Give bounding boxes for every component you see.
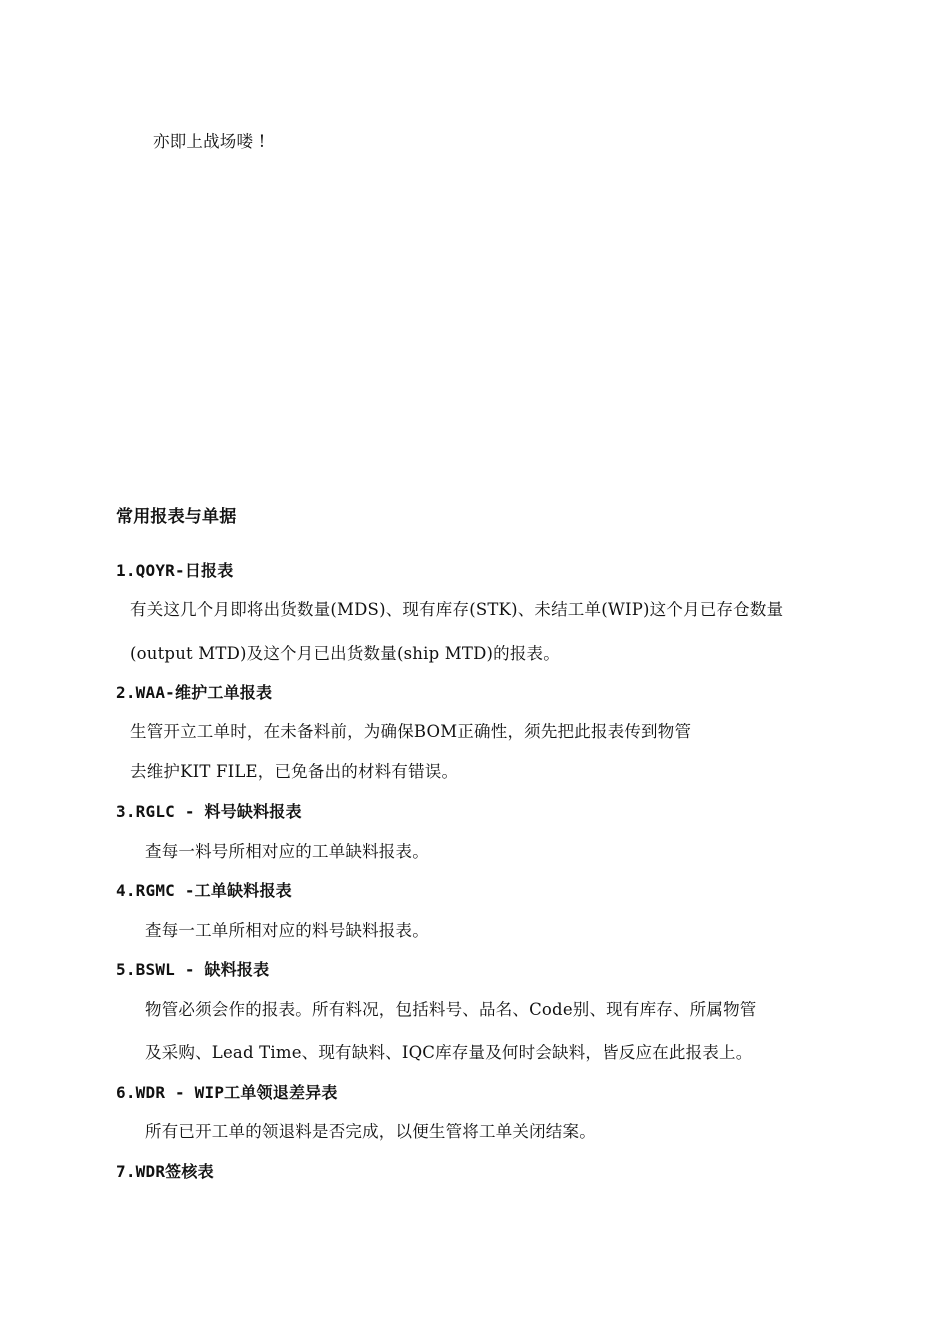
item-1-line-1: 有关这几个月即将出货数量(MDS)、现有库存(STK)、未结工单(WIP)这个月已存仓数量 — [130, 600, 784, 619]
item-heading-1: 1.QOYR-日报表 — [116, 561, 234, 580]
intro-text: 亦即上战场喽 ! — [153, 132, 266, 151]
item-heading-4: 4.RGMC -工单缺料报表 — [116, 881, 292, 900]
item-heading-5: 5.BSWL - 缺料报表 — [116, 960, 270, 979]
item-heading-3: 3.RGLC - 料号缺料报表 — [116, 802, 302, 821]
item-3-line-1: 查每一料号所相对应的工单缺料报表。 — [145, 842, 429, 861]
item-heading-7: 7.WDR签核表 — [116, 1162, 214, 1181]
item-1-line-2: (output MTD)及这个月已出货数量(ship MTD)的报表。 — [130, 644, 560, 663]
item-5-line-1: 物管必须会作的报表。所有料况，包括料号、品名、Code别、现有库存、所属物管 — [145, 1000, 757, 1019]
item-2-line-1: 生管开立工单时，在未备料前，为确保BOM正确性，须先把此报表传到物管 — [130, 722, 692, 741]
section-title: 常用报表与单据 — [116, 507, 237, 527]
item-4-line-1: 查每一工单所相对应的料号缺料报表。 — [145, 921, 429, 940]
item-6-line-1: 所有已开工单的领退料是否完成，以便生管将工单关闭结案。 — [145, 1122, 596, 1141]
item-2-line-2: 去维护KIT FILE，已免备出的材料有错误。 — [130, 762, 459, 781]
item-heading-2: 2.WAA-维护工单报表 — [116, 683, 273, 702]
item-heading-6: 6.WDR - WIP工单领退差异表 — [116, 1083, 338, 1102]
item-5-line-2: 及采购、Lead Time、现有缺料、IQC库存量及何时会缺料，皆反应在此报表上。 — [145, 1043, 753, 1062]
